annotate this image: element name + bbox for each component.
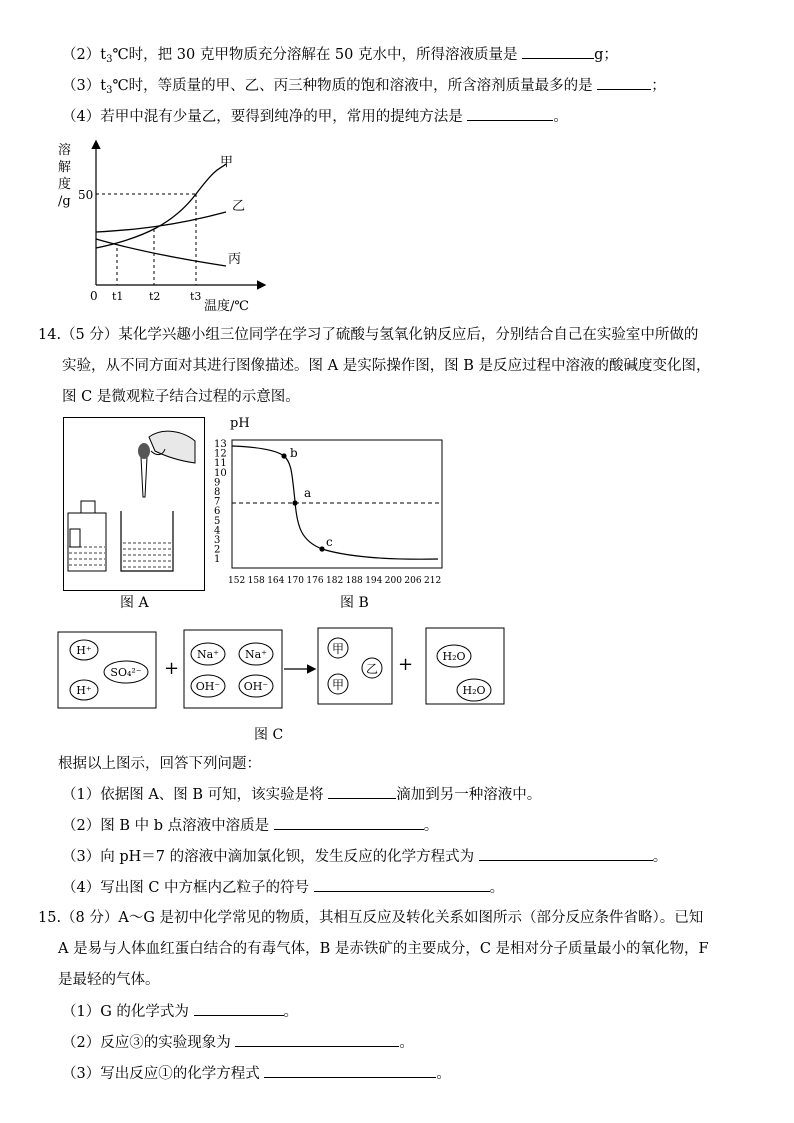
answer-blank[interactable]	[264, 1063, 436, 1078]
q14-stem-line2: 实验，从不同方面对其进行图像描述。图 A 是实际操作图，图 B 是反应过程中溶液的酸碱度变化图，	[62, 358, 711, 374]
y-axis-label-2: 解	[58, 160, 72, 175]
x-axis-label: 温度/℃	[204, 299, 249, 314]
ph-x-tick: 158	[247, 576, 265, 586]
answer-blank[interactable]	[479, 846, 653, 861]
molecule-h2o-1: H₂O	[442, 650, 466, 663]
q15-part2: （2）反应③的实验现象为 。	[62, 1032, 414, 1053]
ph-y-tick: 10	[214, 467, 227, 479]
answer-blank[interactable]	[522, 44, 594, 59]
label-jia: 甲	[220, 155, 234, 170]
ph-x-tick: 182	[326, 576, 344, 586]
q15-stem-line2: A 是易与人体血红蛋白结合的有毒气体，B 是赤铁矿的主要成分，C 是相对分子质量最小的氧化物，F	[58, 941, 709, 957]
molecule-h2o-2: H₂O	[462, 684, 486, 697]
ph-x-tick: 194	[365, 576, 383, 586]
ion-oh-1: OH⁻	[195, 680, 221, 693]
particle-jia-2: 甲	[331, 678, 345, 692]
ion-so4: SO₄²⁻	[110, 666, 142, 679]
answer-blank[interactable]	[597, 75, 651, 90]
ph-x-tick: 200	[384, 576, 402, 586]
q14-part3: （3）向 pH＝7 的溶液中滴加氯化钡，发生反应的化学方程式为 。	[62, 846, 667, 867]
origin-label: 0	[90, 289, 98, 303]
q14-stem-line1: 14.（5 分）某化学兴趣小组三位同学在学习了硫酸与氢氧化钠反应后，分别结合自己在实验室中所做的	[38, 327, 699, 343]
q14-part2: （2）图 B 中 b 点溶液中溶质是 。	[62, 815, 438, 836]
ph-y-tick: 4	[214, 525, 221, 537]
y-axis-label-4: /g	[58, 194, 71, 209]
particle-jia-1: 甲	[331, 642, 345, 656]
answer-blank[interactable]	[194, 1001, 284, 1016]
answer-blank[interactable]	[467, 106, 553, 121]
q14-part4: （4）写出图 C 中方框内乙粒子的符号 。	[62, 877, 504, 898]
ion-na-2: Na⁺	[245, 648, 267, 661]
ph-y-tick: 1	[214, 554, 221, 566]
ion-na-1: Na⁺	[197, 648, 219, 661]
y-tick-50: 50	[78, 188, 94, 202]
figure-c-caption: 图 C	[254, 727, 284, 743]
ph-y-tick: 8	[214, 487, 221, 498]
curve-yi	[96, 212, 226, 232]
point-a-label: a	[304, 486, 312, 500]
answer-blank[interactable]	[328, 784, 396, 799]
q15-stem-line3: 是最轻的气体。	[58, 972, 160, 988]
plus-sign-1: +	[164, 658, 180, 679]
solubility-chart	[54, 138, 284, 316]
q13-part3: $(3)t_3℃$时，等质量的甲、乙、丙三种物质的饱和溶液中，所含溶剂质量最多的是 ；	[62, 75, 666, 101]
curve-jia	[96, 164, 226, 248]
ph-y-tick: 12	[214, 448, 227, 460]
ion-h-2: H⁺	[76, 684, 92, 697]
q14-part1: （1）依据图 A、图 B 可知，该实验是将 滴加到另一种溶液中。	[62, 784, 541, 805]
ion-oh-2: OH⁻	[243, 680, 269, 693]
ph-x-tick: 170	[286, 576, 304, 586]
x-tick-t3: t3	[190, 290, 202, 303]
ion-h-1: H⁺	[76, 644, 92, 657]
figure-b-caption: 图 B	[340, 595, 369, 611]
ph-y-tick: 3	[214, 535, 221, 546]
q13-part2: $(2)t_3℃$时，把 30 克甲物质充分溶解在 50 克水中，所得溶液质量是 g；	[62, 44, 618, 70]
ph-y-tick: 7	[214, 496, 221, 508]
figure-b-ph-chart	[208, 413, 448, 591]
ph-y-tick: 5	[214, 515, 221, 527]
plus-sign-2: +	[398, 654, 414, 675]
ph-y-tick: 2	[214, 544, 221, 556]
q15-part3: （3）写出反应①的化学方程式 。	[62, 1063, 451, 1084]
x-tick-t1: t1	[112, 290, 124, 303]
answer-blank[interactable]	[235, 1032, 399, 1047]
point-b-label: b	[290, 446, 298, 460]
label-bing: 丙	[228, 252, 242, 267]
particle-yi: 乙	[365, 662, 379, 676]
ph-x-tick: 206	[404, 576, 422, 586]
answer-blank[interactable]	[314, 877, 490, 892]
figure-a-caption: 图 A	[120, 595, 149, 611]
ph-y-tick: 9	[214, 477, 221, 489]
q13-part4: （4）若甲中混有少量乙，要得到纯净的甲，常用的提纯方法是 。	[62, 106, 568, 127]
q15-part1: （1）G 的化学式为 。	[62, 1001, 298, 1022]
point-c-label: c	[326, 535, 333, 549]
ph-x-tick: 188	[345, 576, 363, 586]
y-axis-label-1: 溶	[58, 143, 72, 158]
q15-stem-line1: 15.（8 分）A～G 是初中化学常见的物质，其相互反应及转化关系如图所示（部分反应条件省略）。已知	[38, 910, 704, 926]
ph-y-tick: 11	[214, 458, 227, 470]
q14-stem-line3: 图 C 是微观粒子结合过程的示意图。	[62, 389, 300, 405]
figure-c-particles	[56, 626, 508, 710]
figure-a-experiment	[63, 417, 205, 591]
x-tick-t2: t2	[149, 290, 161, 303]
ph-x-tick: 152	[228, 576, 246, 586]
ph-x-tick: 176	[306, 576, 324, 586]
ph-axis-label: pH	[230, 416, 250, 431]
label-yi: 乙	[232, 199, 246, 214]
answer-blank[interactable]	[274, 815, 424, 830]
ph-x-tick: 212	[424, 576, 442, 586]
y-axis-label-3: 度	[58, 177, 72, 192]
ph-y-tick: 6	[214, 506, 221, 518]
q14-intro: 根据以上图示，回答下列问题：	[58, 756, 261, 772]
ph-x-tick: 164	[267, 576, 285, 586]
ph-y-tick: 13	[214, 439, 227, 450]
